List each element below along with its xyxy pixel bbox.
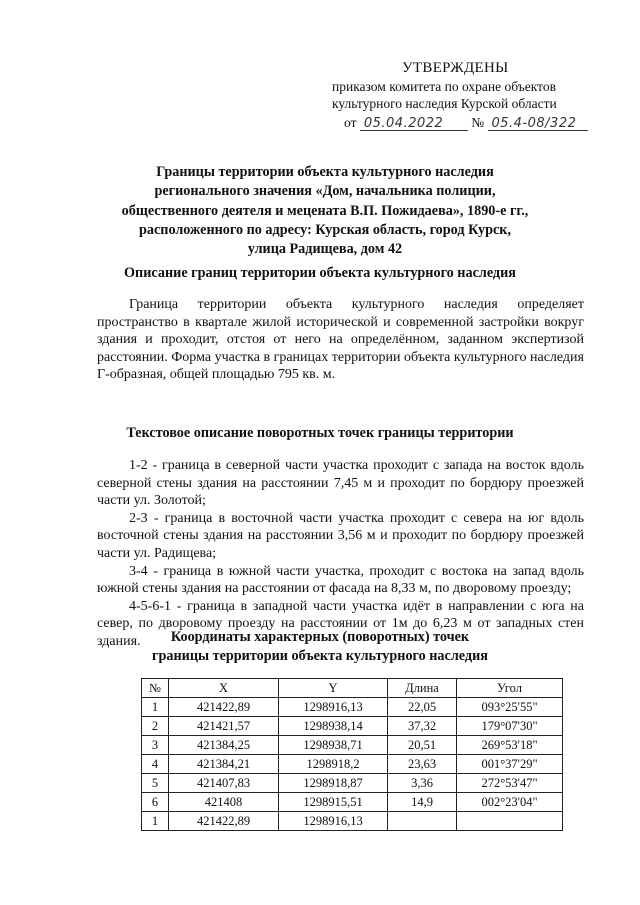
title-line-1: Границы территории объекта культурного наследия (156, 164, 494, 180)
cell-length: 37,32 (388, 717, 457, 736)
cell-length: 14,9 (388, 793, 457, 812)
title-line-2: регионального значения «Дом, начальника полиции, (154, 183, 496, 200)
cell-number: 2 (142, 717, 169, 736)
cell-number: 6 (142, 793, 169, 812)
cell-angle: 269°53'18" (457, 736, 563, 755)
cell-angle: 272°53'47" (457, 774, 563, 793)
cell-y: 1298918,87 (279, 774, 388, 793)
cell-y: 1298938,71 (279, 736, 388, 755)
cell-length: 22,05 (388, 698, 457, 717)
coords-heading-line-1: Координаты характерных (поворотных) точек (170, 629, 470, 645)
title-line-3: общественного деятеля и мецената В.П. Пожидаева», 1890-е гг., (121, 202, 529, 219)
table-row (142, 698, 563, 717)
section2-heading: Текстовое описание поворотных точек границы территории (126, 425, 514, 441)
point-description: 2-3 - граница в восточной части участка проходит с севера на юг вдоль восточной стены здания на расстоянии 3,56 м и проходит по бордюру проезжей части ул. Радищева; (97, 510, 584, 561)
point-description: 4-5-6-1 - граница в западной части участка идёт в направлении с юга на север, по дворовому проезду на расстоянии от 1м до 6,23 м от западных стен здания. (97, 598, 584, 649)
cell-length: 23,63 (388, 755, 457, 774)
cell-y: 1298915,51 (279, 793, 388, 812)
col-header-length: Длина (388, 679, 457, 698)
point-description: 1-2 - граница в северной части участка проходит с запада на восток вдоль северной стены здания на расстоянии 7,45 м и проходит по бордюру проезжей части ул. Золотой; (97, 458, 584, 509)
cell-y: 1298916,13 (279, 812, 388, 831)
cell-x: 421384,21 (169, 755, 279, 774)
approval-block (332, 60, 612, 131)
table-row (142, 812, 563, 831)
cell-x: 421408 (169, 793, 279, 812)
cell-x: 421422,89 (169, 812, 279, 831)
cell-length: 3,36 (388, 774, 457, 793)
cell-y: 1298938,14 (279, 717, 388, 736)
cell-x: 421421,57 (169, 717, 279, 736)
from-label: от (344, 115, 357, 130)
coordinates-table (141, 678, 563, 831)
approval-heading: УТВЕРЖДЕНЫ (402, 60, 509, 76)
section1-heading: Описание границ территории объекта культурного наследия (124, 265, 516, 281)
table-row (142, 736, 563, 755)
cell-angle (457, 812, 563, 831)
approval-number: 05.4-08/322 (488, 117, 588, 131)
title-line-5: улица Радищева, дом 42 (247, 241, 403, 258)
table-row (142, 755, 563, 774)
section1-paragraph: Граница территории объекта культурного наследия определяет пространство в квартале жилой исторической и современной застройки вокруг здания и проходит, отстоя от него на определённом, заданном экспертизой расстоянии. Форма участка в границах территории объекта культурного наследия Г-образная, общей площадью 795 кв. м. (97, 297, 584, 383)
approval-line-1: приказом комитета по охране объектов (332, 79, 556, 94)
cell-number: 5 (142, 774, 169, 793)
section2-text (97, 457, 584, 651)
table-row (142, 717, 563, 736)
cell-y: 1298918,2 (279, 755, 388, 774)
col-header-angle: Угол (457, 679, 563, 698)
col-header-number: № (142, 679, 169, 698)
cell-length: 20,51 (388, 736, 457, 755)
table-header-row (142, 679, 563, 698)
cell-angle: 002°23'04" (457, 793, 563, 812)
cell-length (388, 812, 457, 831)
approval-date-line (332, 114, 612, 131)
cell-angle: 179°07'30" (457, 717, 563, 736)
table-row (142, 774, 563, 793)
cell-number: 4 (142, 755, 169, 774)
cell-x: 421384,25 (169, 736, 279, 755)
coords-heading-line-2: границы территории объекта культурного наследия (152, 648, 488, 664)
approval-date: 05.04.2022 (360, 117, 468, 131)
cell-number: 3 (142, 736, 169, 755)
cell-number: 1 (142, 812, 169, 831)
section1-text (97, 296, 584, 384)
approval-line-2: культурного наследия Курской области (332, 96, 557, 111)
cell-x: 421407,83 (169, 774, 279, 793)
document-title (90, 163, 560, 259)
cell-x: 421422,89 (169, 698, 279, 717)
cell-angle: 093°25'55" (457, 698, 563, 717)
number-label: № (471, 115, 485, 130)
cell-angle: 001°37'29" (457, 755, 563, 774)
cell-number: 1 (142, 698, 169, 717)
table-row (142, 793, 563, 812)
col-header-x: X (169, 679, 279, 698)
title-line-4: расположенного по адресу: Курская область, город Курск, (138, 221, 512, 238)
col-header-y: Y (279, 679, 388, 698)
coords-heading (0, 628, 640, 666)
point-description: 3-4 - граница в южной части участка, проходит с востока на запад вдоль южной стены здания на расстоянии от фасада на 8,33 м, по дворовому проезду; (97, 563, 584, 597)
cell-y: 1298916,13 (279, 698, 388, 717)
